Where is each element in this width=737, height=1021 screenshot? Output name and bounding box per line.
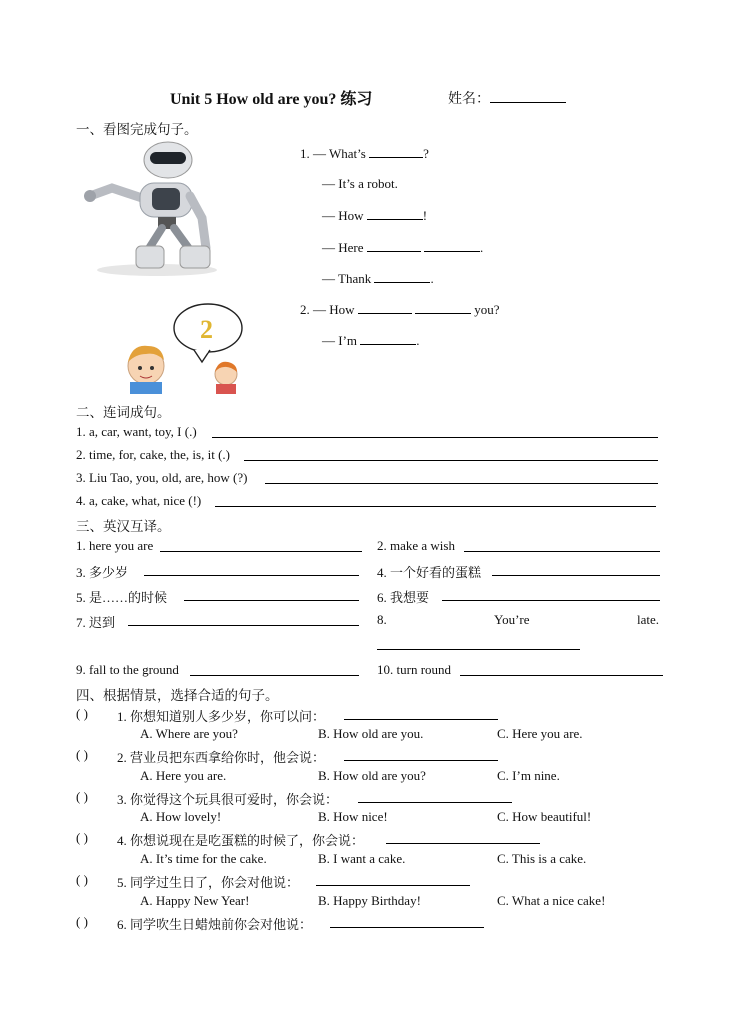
s4-line-2[interactable] xyxy=(344,760,498,761)
s3-line-7[interactable] xyxy=(128,625,359,626)
q1-line1-text: 1. — What’s xyxy=(300,146,366,161)
s4-paren-1[interactable]: ( ) xyxy=(76,706,88,721)
s3-line-1[interactable] xyxy=(160,551,362,552)
s4-opt-b-2[interactable]: B. How old are you? xyxy=(318,768,426,783)
s3-item-1: 1. here you are xyxy=(76,538,154,553)
s4-q-4: 4. 你想说现在是吃蛋糕的时候了，你会说： xyxy=(117,833,365,848)
section3-heading: 三、英汉互译。 xyxy=(76,519,171,534)
s4-opt-c-2[interactable]: C. I’m nine. xyxy=(497,768,560,783)
s3-item-3: 3. 多少岁 xyxy=(76,565,129,580)
s4-opt-b-1[interactable]: B. How old are you. xyxy=(318,726,424,741)
page-title: Unit 5 How old are you? 练习 xyxy=(170,91,373,108)
q2-blank-1[interactable] xyxy=(358,301,412,314)
name-field[interactable] xyxy=(490,90,566,103)
q1-blank-1[interactable] xyxy=(369,145,423,158)
s4-q-3: 3. 你觉得这个玩具很可爱时，你会说： xyxy=(117,792,339,807)
s4-paren-3[interactable]: ( ) xyxy=(76,789,88,804)
s4-opt-c-4[interactable]: C. This is a cake. xyxy=(497,851,587,866)
s2-answer-line-1[interactable] xyxy=(212,437,658,438)
s3-line-8[interactable] xyxy=(377,649,580,650)
q1-line4 xyxy=(322,239,483,256)
s3-item-4: 4. 一个好看的蛋糕 xyxy=(377,565,482,580)
s2-item-3: 3. Liu Tao, you, old, are, how (?) xyxy=(76,470,248,485)
q2-blank-2[interactable] xyxy=(415,301,471,314)
q1-line5-end: . xyxy=(430,271,434,286)
s3-line-10[interactable] xyxy=(460,675,663,676)
s4-opt-c-1[interactable]: C. Here you are. xyxy=(497,726,583,741)
s2-item-1: 1. a, car, want, toy, I (.) xyxy=(76,424,197,439)
s4-line-4[interactable] xyxy=(386,843,540,844)
s4-q-2: 2. 营业员把东西拿给你时，他会说： xyxy=(117,750,326,765)
s4-paren-4[interactable]: ( ) xyxy=(76,830,88,845)
s3-line-6[interactable] xyxy=(442,600,660,601)
s2-answer-line-4[interactable] xyxy=(215,506,656,507)
s4-line-3[interactable] xyxy=(358,802,512,803)
q1-blank-5[interactable] xyxy=(374,270,430,283)
q2-line2 xyxy=(322,332,420,349)
section4-heading: 四、根据情景，选择合适的句子。 xyxy=(76,688,279,703)
s3-item-10: 10. turn round xyxy=(377,662,452,677)
s3-line-2[interactable] xyxy=(464,551,660,552)
s4-line-6[interactable] xyxy=(330,927,484,928)
s4-opt-a-4[interactable]: A. It’s time for the cake. xyxy=(140,851,267,866)
q1-line4-end: . xyxy=(480,240,484,255)
s3-item-8: 8. xyxy=(377,612,387,627)
s4-paren-2[interactable]: ( ) xyxy=(76,747,88,762)
q2-line1 xyxy=(300,301,500,318)
q2-blank-3[interactable] xyxy=(360,332,416,345)
s4-q-5: 5. 同学过生日了，你会对他说： xyxy=(117,875,300,890)
s4-opt-a-1[interactable]: A. Where are you? xyxy=(140,726,238,741)
s4-opt-a-2[interactable]: A. Here you are. xyxy=(140,768,227,783)
s4-paren-5[interactable]: ( ) xyxy=(76,872,88,887)
q1-line3 xyxy=(322,207,427,224)
s4-opt-c-3[interactable]: C. How beautiful! xyxy=(497,809,592,824)
s4-line-1[interactable] xyxy=(344,719,498,720)
s3-item-6: 6. 我想要 xyxy=(377,590,430,605)
q1-line4-text: — Here xyxy=(322,240,364,255)
s3-item-8-mid: You’re xyxy=(494,612,530,627)
s3-item-7: 7. 迟到 xyxy=(76,615,116,630)
q1-line3-text: — How xyxy=(322,208,364,223)
s3-item-2: 2. make a wish xyxy=(377,538,455,553)
q1-blank-3[interactable] xyxy=(367,239,421,252)
s3-line-9[interactable] xyxy=(190,675,359,676)
s3-item-8-end: late. xyxy=(637,612,660,627)
s3-line-3[interactable] xyxy=(144,575,359,576)
robot-image xyxy=(82,138,232,278)
q1-line5-text: — Thank xyxy=(322,271,372,286)
q2-line2-end: . xyxy=(416,333,420,348)
s4-opt-b-4[interactable]: B. I want a cake. xyxy=(318,851,406,866)
s2-item-2: 2. time, for, cake, the, is, it (.) xyxy=(76,447,230,462)
q1-line2: — It’s a robot. xyxy=(322,176,398,191)
q1-line1 xyxy=(300,145,429,162)
name-label-text: 姓名： xyxy=(448,92,490,107)
bubble-number: 2 xyxy=(200,315,213,344)
q1-blank-4[interactable] xyxy=(424,239,480,252)
q1-blank-2[interactable] xyxy=(367,207,423,220)
s4-line-5[interactable] xyxy=(316,885,470,886)
section1-heading: 一、看图完成句子。 xyxy=(76,122,198,137)
s3-line-4[interactable] xyxy=(492,575,660,576)
q1-line1-end: ? xyxy=(423,146,429,161)
s3-item-9: 9. fall to the ground xyxy=(76,662,179,677)
s4-opt-a-5[interactable]: A. Happy New Year! xyxy=(140,893,250,908)
q2-line2-text: — I’m xyxy=(322,333,358,348)
s2-answer-line-3[interactable] xyxy=(265,483,658,484)
q2-line1-end: you? xyxy=(474,302,500,317)
s3-item-5: 5. 是……的时候 xyxy=(76,590,168,605)
s4-opt-a-3[interactable]: A. How lovely! xyxy=(140,809,222,824)
s4-opt-b-3[interactable]: B. How nice! xyxy=(318,809,388,824)
children-image xyxy=(122,300,252,394)
s4-q-6: 6. 同学吹生日蜡烛前你会对他说： xyxy=(117,917,313,932)
s4-opt-c-5[interactable]: C. What a nice cake! xyxy=(497,893,606,908)
section2-heading: 二、连词成句。 xyxy=(76,405,171,420)
s4-paren-6[interactable]: ( ) xyxy=(76,914,88,929)
s4-opt-b-5[interactable]: B. Happy Birthday! xyxy=(318,893,421,908)
s4-q-1: 1. 你想知道别人多少岁，你可以问： xyxy=(117,709,326,724)
name-label xyxy=(448,88,566,108)
q1-line5 xyxy=(322,270,434,287)
s2-answer-line-2[interactable] xyxy=(244,460,658,461)
q1-line3-end: ! xyxy=(422,208,428,223)
q2-line1-text: 2. — How xyxy=(300,302,355,317)
s2-item-4: 4. a, cake, what, nice (!) xyxy=(76,493,202,508)
s3-line-5[interactable] xyxy=(184,600,359,601)
